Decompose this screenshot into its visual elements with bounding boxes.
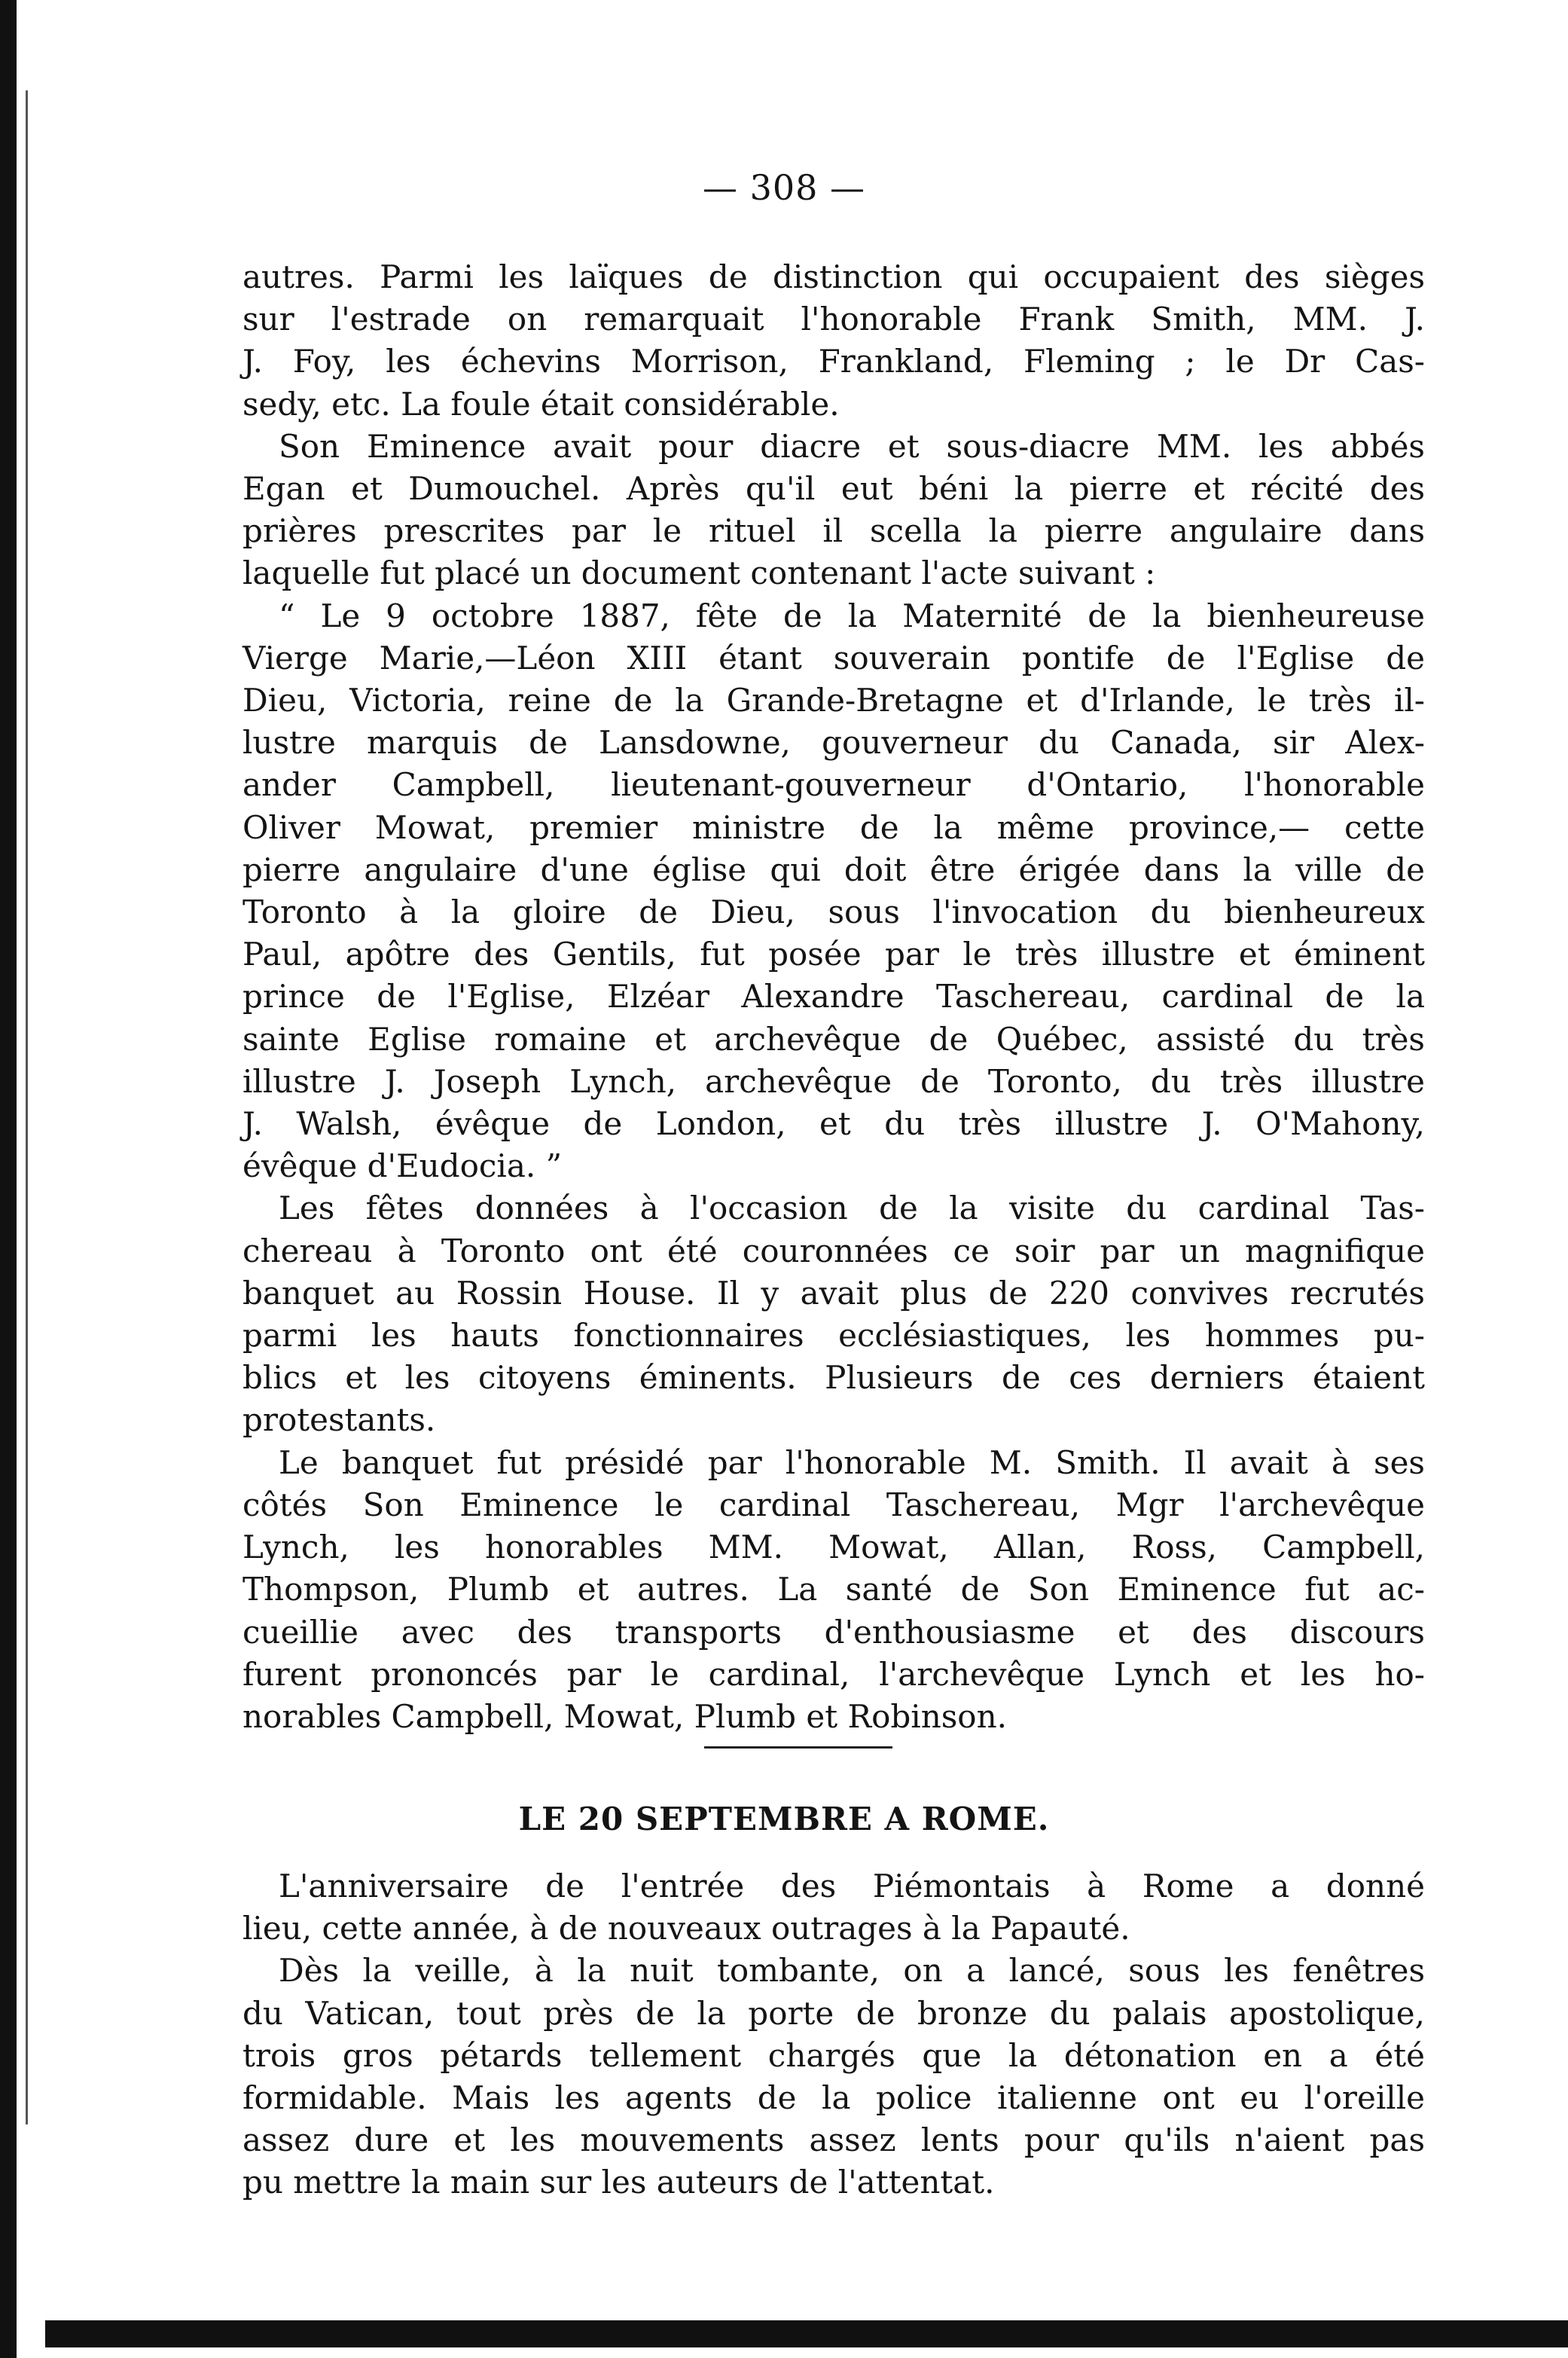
text-line: Thompson, Plumb et autres. La santé de Son Eminence fut ac- [243, 1571, 1425, 1608]
scan-bottom-border [45, 2320, 1568, 2347]
quote-line: illustre J. Joseph Lynch, archevêque de Toronto, du très illustre [243, 1062, 1425, 1100]
text-line: L'anniversaire de l'entrée des Piémontais à Rome a donné [279, 1868, 1425, 1904]
text-line: lieu, cette année, à de nouveaux outrages à la Papauté. [243, 1910, 1130, 1947]
text-line: sur l'estrade on remarquait l'honorable Frank Smith, MM. J. [243, 301, 1425, 338]
quote-line: J. Walsh, évêque de London, et du très illustre J. O'Mahony, [243, 1105, 1425, 1143]
text-line: norables Campbell, Mowat, Plumb et Robinson. [243, 1697, 1007, 1735]
text-line: blics et les citoyens éminents. Plusieurs de ces derniers étaient [243, 1359, 1425, 1397]
quote-line: lustre marquis de Lansdowne, gouverneur du Canada, sir Alex- [243, 724, 1425, 762]
text-line: Le banquet fut présidé par l'honorable M. Smith. Il avait à ses [279, 1443, 1425, 1481]
text-line: laquelle fut placé un document contenant l'acte suivant : [243, 554, 1156, 592]
quote-line: Oliver Mowat, premier ministre de la même province,— cette [243, 808, 1425, 846]
quote-line: ander Campbell, lieutenant-gouverneur d'Ontario, l'honorable [243, 766, 1425, 804]
text-line: autres. Parmi les laïques de distinction qui occupaient des sièges [243, 258, 1425, 295]
text-line: trois gros pétards tellement chargés que la détonation en a été [243, 2036, 1425, 2074]
text-line: cueillie avec des transports d'enthousiasme et des discours [243, 1613, 1425, 1651]
quote-line: prince de l'Eglise, Elzéar Alexandre Taschereau, cardinal de la [243, 978, 1425, 1016]
text-line: Lynch, les honorables MM. Mowat, Allan, Ross, Campbell, [243, 1529, 1425, 1566]
text-line: J. Foy, les échevins Morrison, Frankland, Fleming ; le Dr Cas- [243, 343, 1425, 380]
text-line: pu mettre la main sur les auteurs de l'attentat. [243, 2164, 995, 2201]
text-line: Dès la veille, à la nuit tombante, on a lancé, sous les fenêtres [279, 1952, 1425, 1990]
quote-line: Dieu, Victoria, reine de la Grande-Bretagne et d'Irlande, le très il- [243, 682, 1425, 719]
text-line: banquet au Rossin House. Il y avait plus de 220 convives recrutés [243, 1274, 1425, 1312]
page-number: — 308 — [702, 167, 866, 208]
text-line: Les fêtes données à l'occasion de la visite du cardinal Tas- [279, 1190, 1425, 1227]
text-line: formidable. Mais les agents de la police italienne ont eu l'oreille [243, 2079, 1425, 2117]
text-line: prières prescrites par le rituel il scella la pierre angulaire dans [243, 512, 1425, 550]
text-line: furent prononcés par le cardinal, l'archevêque Lynch et les ho- [243, 1655, 1425, 1693]
text-line: assez dure et les mouvements assez lents pour qu'ils n'aient pas [243, 2121, 1425, 2159]
quote-line: pierre angulaire d'une église qui doit être érigée dans la ville de [243, 851, 1425, 888]
quote-line: Toronto à la gloire de Dieu, sous l'invocation du bienheureux [243, 893, 1425, 931]
quote-line: Paul, apôtre des Gentils, fut posée par le très illustre et éminent [243, 936, 1425, 973]
section-divider [704, 1746, 892, 1749]
text-line: Son Eminence avait pour diacre et sous-diacre MM. les abbés [279, 427, 1425, 465]
section-title: LE 20 SEPTEMBRE A ROME. [518, 1801, 1050, 1837]
text-line: côtés Son Eminence le cardinal Taschereau, Mgr l'archevêque [243, 1486, 1425, 1523]
scan-left-border [0, 0, 17, 2358]
text-line: parmi les hauts fonctionnaires ecclésiastiques, les hommes pu- [243, 1317, 1425, 1355]
section-body [243, 1865, 1425, 2204]
article-body [243, 256, 1425, 1738]
quote-line: “ Le 9 octobre 1887, fête de la Maternité de la bienheureuse [279, 597, 1425, 634]
text-line: du Vatican, tout près de la porte de bronze du palais apostolique, [243, 1994, 1425, 2032]
quote-line: Vierge Marie,—Léon XIII étant souverain pontife de l'Eglise de [243, 639, 1425, 677]
text-line: chereau à Toronto ont été couronnées ce soir par un magnifique [243, 1232, 1425, 1269]
text-line: Egan et Dumouchel. Après qu'il eut béni la pierre et récité des [243, 470, 1425, 508]
text-line: protestants. [243, 1401, 436, 1439]
quote-line: évêque d'Eudocia. ” [243, 1147, 563, 1185]
quote-line: sainte Eglise romaine et archevêque de Québec, assisté du très [243, 1020, 1425, 1058]
text-line: sedy, etc. La foule était considérable. [243, 385, 840, 423]
